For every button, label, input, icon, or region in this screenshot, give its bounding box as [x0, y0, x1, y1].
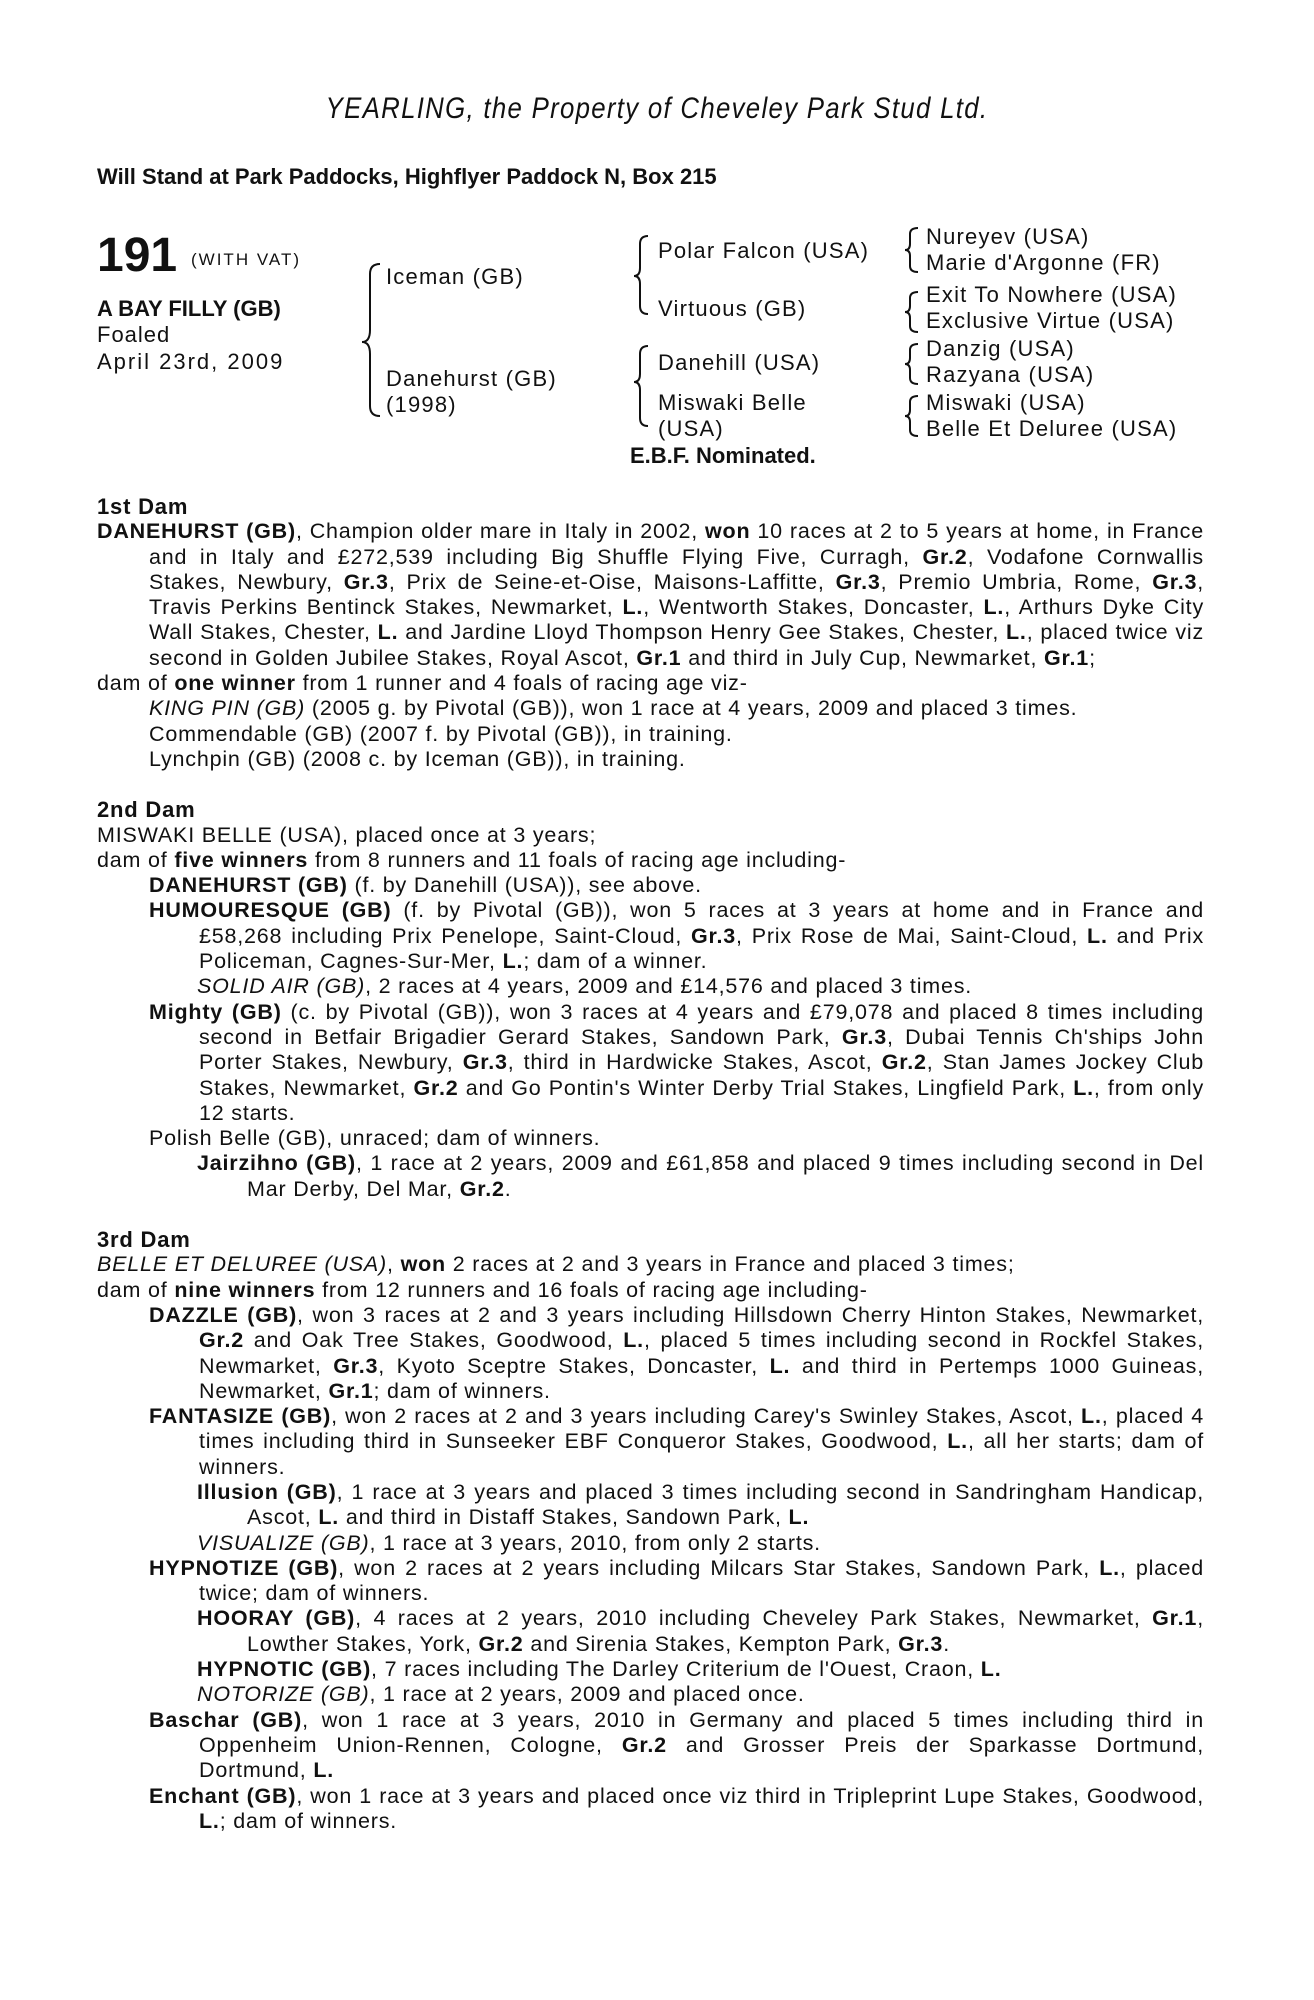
- bracket-gg2: [905, 292, 918, 332]
- first-dam-offspring-1: KING PIN (GB) (2005 g. by Pivotal (GB)), won 1 race at 4 years, 2009 and placed 3 times.: [149, 696, 1078, 721]
- dam-year: (1998): [386, 392, 457, 417]
- second-dam-offspring-polish-belle: Polish Belle (GB), unraced; dam of winners.: [149, 1126, 601, 1151]
- third-dam-heading: 3rd Dam: [97, 1227, 191, 1253]
- great-grandsire-8: Belle Et Deluree (USA): [926, 416, 1178, 441]
- third-dam-grandoffspring-hypnotic: HYPNOTIC (GB), 7 races including The Darley Criterium de l'Ouest, Craon, L.: [197, 1657, 1002, 1682]
- great-grandsire-1: Nureyev (USA): [926, 224, 1090, 249]
- great-grandsire-3: Exit To Nowhere (USA): [926, 282, 1177, 307]
- sire-name: Iceman (GB): [386, 264, 524, 289]
- great-grandsire-2: Marie d'Argonne (FR): [926, 250, 1161, 275]
- third-dam-offspring-dazzle: DAZZLE (GB), won 3 races at 2 and 3 years including Hillsdown Cherry Hinton Stakes, Newmarket, Gr.2 and Oak Tree Stakes, Goodwood, L., placed 5 times including second in Rockfel Stakes, Newmarket, Gr.3, Kyoto Sceptre Stakes, Doncaster, L. and third in Pertemps 1000 Guineas, Newmarket, Gr.1; dam of winners.: [149, 1302, 1204, 1403]
- second-dam-produce-summary: dam of five winners from 8 runners and 11 foals of racing age including-: [97, 847, 847, 872]
- grandsire-4-country: (USA): [658, 416, 724, 441]
- second-dam-heading: 2nd Dam: [97, 797, 196, 823]
- third-dam-grandoffspring-illusion: Illusion (GB), 1 race at 3 years and placed 3 times including second in Sandringham Handicap, Ascot, L. and third in Distaff Stakes, Sandown Park, L.: [197, 1479, 1204, 1530]
- third-dam-produce-summary: dam of nine winners from 12 runners and 16 foals of racing age including-: [97, 1277, 868, 1302]
- first-dam-produce-summary: dam of one winner from 1 runner and 4 foals of racing age viz-: [97, 671, 748, 696]
- pedigree-brackets: [0, 0, 1314, 470]
- vat-note: (WITH VAT): [191, 250, 302, 269]
- catalogue-body: [97, 494, 1204, 1834]
- grandsire-2: Virtuous (GB): [658, 296, 807, 321]
- third-dam-offspring-enchant: Enchant (GB), won 1 race at 3 years and placed once viz third in Tripleprint Lupe Stakes, Goodwood, L.; dam of winners.: [149, 1783, 1204, 1833]
- second-dam-intro: MISWAKI BELLE (USA), placed once at 3 years;: [97, 822, 597, 847]
- second-dam-offspring-danehurst: DANEHURST (GB) (f. by Danehill (USA)), see above.: [149, 873, 702, 898]
- dam-name: Danehurst (GB): [386, 366, 557, 391]
- page-title: YEARLING, the Property of Cheveley Park Stud Ltd.: [325, 92, 989, 125]
- third-dam-offspring-baschar: Baschar (GB), won 1 race at 3 years, 2010 in Germany and placed 5 times including third in Oppenheim Union-Rennen, Cologne, Gr.2 and Grosser Preis der Sparkasse Dortmund, Dortmund, L.: [149, 1707, 1205, 1783]
- bracket-gg3: [905, 344, 918, 384]
- grandsire-3: Danehill (USA): [658, 350, 821, 375]
- great-grandsire-5: Danzig (USA): [926, 336, 1075, 361]
- second-dam-offspring-humouresque: HUMOURESQUE (GB) (f. by Pivotal (GB)), won 5 races at 3 years at home and in France and £58,268 including Prix Penelope, Saint-Cloud, Gr.3, Prix Rose de Mai, Saint-Cloud, L. and Prix Policeman, Cagnes-Sur-Mer, L.; dam of a winner.: [149, 898, 1205, 974]
- foaled-date: April 23rd, 2009: [97, 349, 285, 374]
- stand-location: Will Stand at Park Paddocks, Highflyer Paddock N, Box 215: [97, 164, 717, 189]
- bracket-main: [362, 264, 380, 416]
- third-dam-grandoffspring-hooray: HOORAY (GB), 4 races at 2 years, 2010 including Cheveley Park Stakes, Newmarket, Gr.1, Lowther Stakes, York, Gr.2 and Sirenia Stakes, Kempton Park, Gr.3.: [197, 1606, 1204, 1656]
- ebf-nominated: E.B.F. Nominated.: [630, 443, 816, 468]
- second-dam-offspring-mighty: Mighty (GB) (c. by Pivotal (GB)), won 3 races at 4 years and £79,078 and placed 8 times including second in Betfair Brigadier Gerard Stakes, Sandown Park, Gr.3, Dubai Tennis Ch'ships John Porter Stakes, Newbury, Gr.3, third in Hardwicke Stakes, Ascot, Gr.2, Stan James Jockey Club Stakes, Newmarket, Gr.2 and Go Pontin's Winter Derby Trial Stakes, Lingfield Park, L., from only 12 starts.: [149, 999, 1204, 1125]
- first-dam-heading: 1st Dam: [97, 494, 189, 519]
- great-grandsire-4: Exclusive Virtue (USA): [926, 308, 1175, 333]
- first-dam-offspring-2: Commendable (GB) (2007 f. by Pivotal (GB)), in training.: [149, 721, 733, 746]
- grandsire-4: Miswaki Belle: [658, 390, 807, 415]
- horse-description: A BAY FILLY (GB): [97, 296, 281, 321]
- bracket-dam: [634, 346, 648, 426]
- third-dam-grandoffspring-visualize: VISUALIZE (GB), 1 race at 3 years, 2010, from only 2 starts.: [197, 1530, 821, 1555]
- third-dam-offspring-hypnotize: HYPNOTIZE (GB), won 2 races at 2 years including Milcars Star Stakes, Sandown Park, L., placed twice; dam of winners.: [149, 1555, 1204, 1606]
- bracket-sire: [634, 236, 648, 314]
- great-grandsire-6: Razyana (USA): [926, 362, 1095, 387]
- great-grandsire-7: Miswaki (USA): [926, 390, 1086, 415]
- first-dam-offspring-3: Lynchpin (GB) (2008 c. by Iceman (GB)), in training.: [149, 746, 686, 771]
- foaled-label: Foaled: [97, 322, 171, 347]
- second-dam-grandoffspring-solid-air: SOLID AIR (GB), 2 races at 4 years, 2009 and £14,576 and placed 3 times.: [197, 974, 973, 999]
- third-dam-grandoffspring-notorize: NOTORIZE (GB), 1 race at 2 years, 2009 and placed once.: [197, 1682, 805, 1707]
- bracket-gg1: [905, 228, 918, 272]
- first-dam-record: DANEHURST (GB), Champion older mare in Italy in 2002, won 10 races at 2 to 5 years at home, in France and in Italy and £272,539 including Big Shuffle Flying Five, Curragh, Gr.2, Vodafone Cornwallis Stakes, Newbury, Gr.3, Prix de Seine-et-Oise, Maisons-Laffitte, Gr.3, Premio Umbria, Rome, Gr.3, Travis Perkins Bentinck Stakes, Newmarket, L., Wentworth Stakes, Doncaster, L., Arthurs Dyke City Wall Stakes, Chester, L. and Jardine Lloyd Thompson Henry Gee Stakes, Chester, L., placed twice viz second in Golden Jubilee Stakes, Royal Ascot, Gr.1 and third in July Cup, Newmarket, Gr.1;: [97, 519, 1205, 670]
- bracket-gg4: [905, 396, 918, 436]
- grandsire-1: Polar Falcon (USA): [658, 238, 870, 263]
- third-dam-offspring-fantasize: FANTASIZE (GB), won 2 races at 2 and 3 years including Carey's Swinley Stakes, Ascot, L., placed 4 times including third in Sunseeker EBF Conqueror Stakes, Goodwood, L., all her starts; dam of winners.: [149, 1404, 1205, 1479]
- lot-number: 191: [97, 229, 178, 282]
- first-dam-name: DANEHURST (GB): [97, 519, 296, 544]
- third-dam-intro: BELLE ET DELUREE (USA), won 2 races at 2 and 3 years in France and placed 3 times;: [97, 1252, 1015, 1277]
- second-dam-grandoffspring-jairzihno: Jairzihno (GB), 1 race at 2 years, 2009 and £61,858 and placed 9 times including second in Del Mar Derby, Del Mar, Gr.2.: [197, 1151, 1204, 1201]
